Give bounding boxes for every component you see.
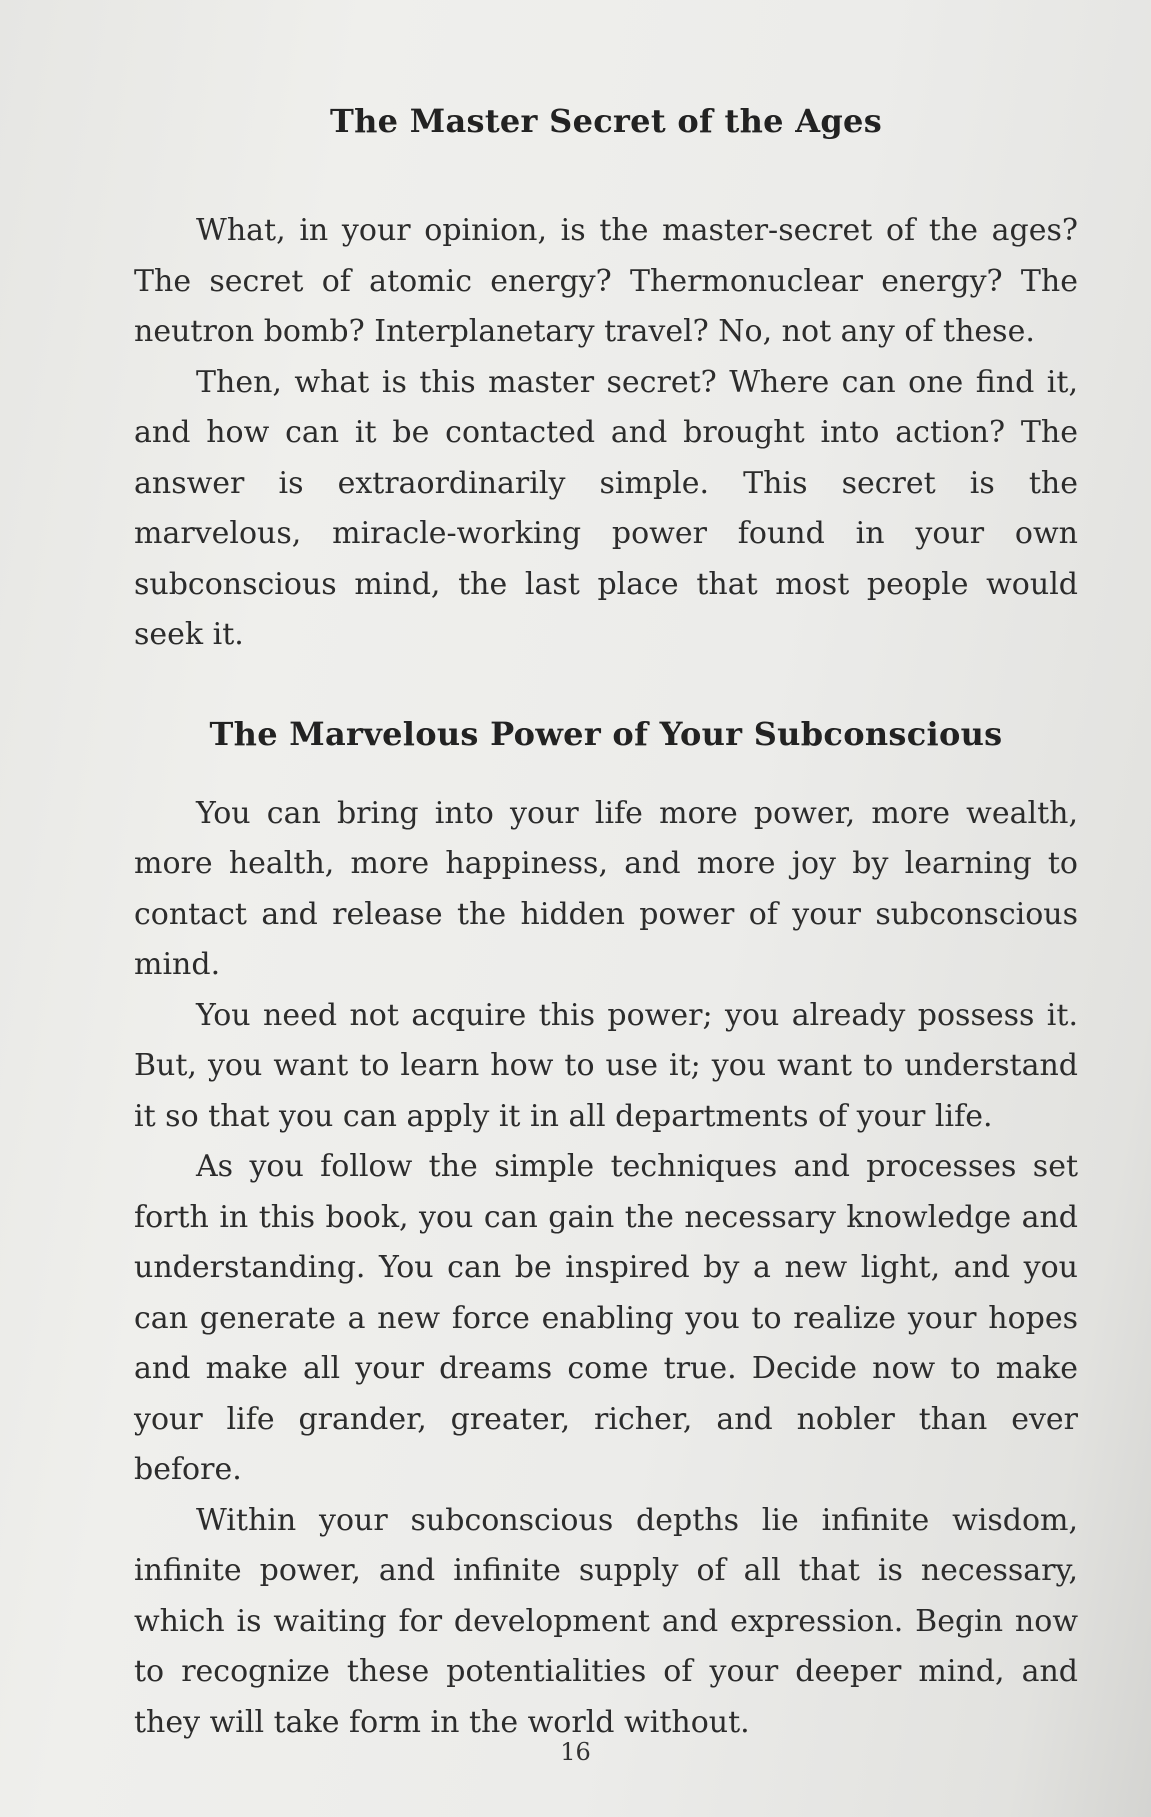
paragraph: You can bring into your life more power, more wealth, more health, more happiness, and more joy by learning to contact and release the hidden power of your subconscious mind. [134, 795, 1078, 982]
section-marvelous-power [134, 709, 1078, 1749]
page-text [134, 96, 1078, 1748]
paragraph: You need not acquire this power; you already possess it. But, you want to learn how to use it; you want to understand it so that you can apply it in all departments of your life. [134, 997, 1078, 1134]
section-heading: The Master Secret of the Ages [329, 102, 883, 140]
section-master-secret [134, 96, 1078, 661]
paragraph: As you follow the simple techniques and processes set forth in this book, you can gain the necessary knowledge and understanding. You can be inspired by a new light, and you can generate a new force enabling you to realize your hopes and make all your dreams come true. Decide now to make your life grander, greater, richer, and nobler than ever before. [134, 1149, 1078, 1487]
section-heading: The Marvelous Power of Your Subconscious [209, 714, 1003, 753]
paragraph: What, in your opinion, is the master-secret of the ages? The secret of atomic energy? Thermonuclear energy? The neutron bomb? Interplanetary travel? No, not any of these. [134, 213, 1078, 349]
paragraph: Within your subconscious depths lie infinite wisdom, infinite power, and infinite supply of all that is necessary, which is waiting for development and expression. Begin now to recognize these potentialities of your deeper mind, and they will take form in the world without. [134, 1502, 1078, 1740]
page-number: 16 [560, 1738, 591, 1766]
paragraph: Then, what is this master secret? Where can one find it, and how can it be contacted and brought into action? The answer is extraordinarily simple. This secret is the marvelous, miracle-working power found in your own subconscious mind, the last place that most people would seek it. [134, 364, 1078, 652]
